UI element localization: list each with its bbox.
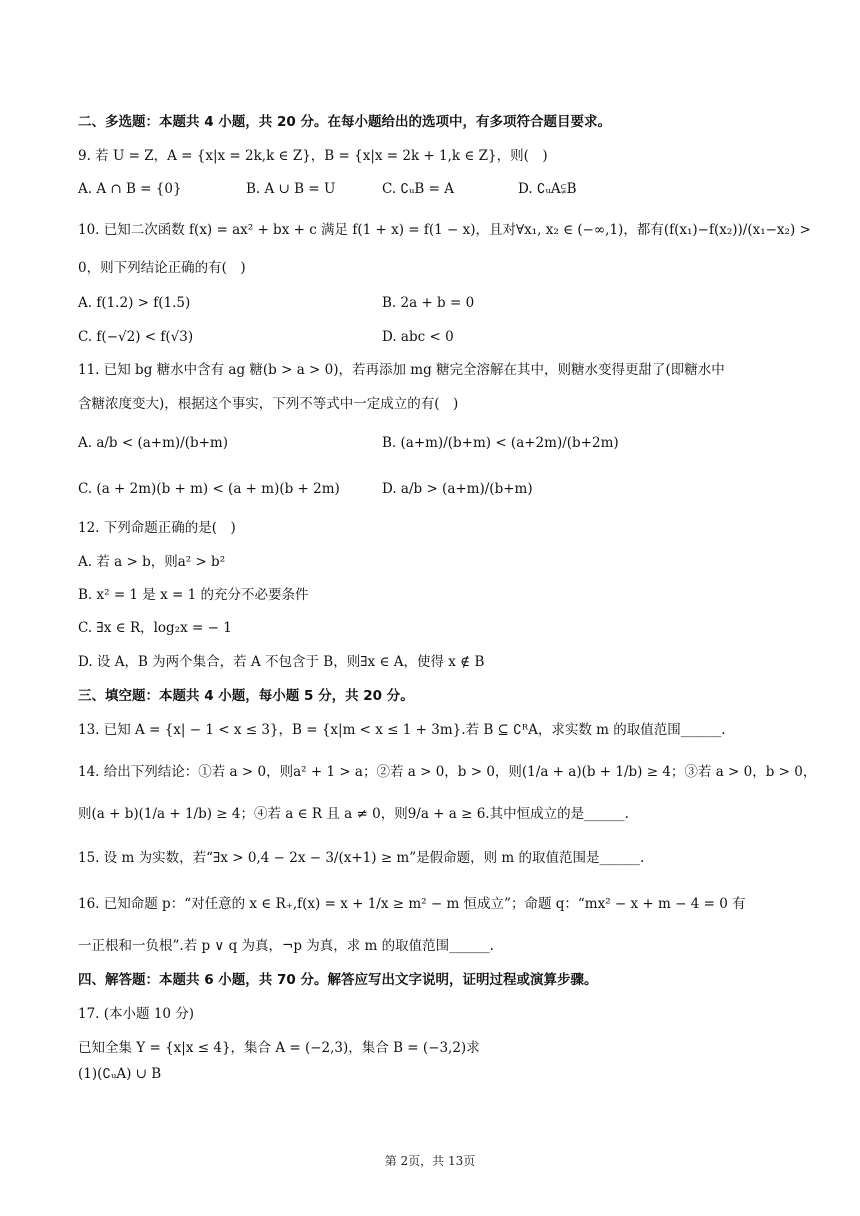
question-17-part1: (1)(∁ᵤA) ∪ B [78, 1066, 162, 1082]
question-16-line2: 一正根和一负根”.若 p ∨ q 为真，¬p 为真，求 m 的取值范围______. [78, 938, 494, 954]
question-12-option-c: C. ∃x ∈ R，log₂x = − 1 [78, 620, 232, 636]
question-10-stem-line2: 0，则下列结论正确的有( ) [78, 260, 246, 276]
section-heading-multiple-choice: 二、多选题：本题共 4 小题，共 20 分。在每小题给出的选项中，有多项符合题目要求。 [78, 114, 611, 130]
question-10-option-d: D. abc < 0 [382, 329, 454, 345]
page-footer: 第 2页，共 13页 [384, 1154, 476, 1168]
question-10-option-c: C. f(−√2) < f(√3) [78, 329, 194, 345]
question-14-line1: 14. 给出下列结论：①若 a > 0，则a² + 1 > a；②若 a > 0，b > 0，则(1/a + a)(b + 1/b) ≥ 4；③若 a > 0，b > 0， [78, 764, 817, 780]
section-heading-solutions: 四、解答题：本题共 6 小题，共 70 分。解答应写出文字说明，证明过程或演算步骤。 [78, 972, 598, 988]
question-11-option-a: A. a/b < (a+m)/(b+m) [78, 435, 228, 451]
question-12-option-b: B. x² = 1 是 x = 1 的充分不必要条件 [78, 587, 309, 603]
question-11-option-d: D. a/b > (a+m)/(b+m) [382, 481, 533, 497]
question-15: 15. 设 m 为实数，若“∃x > 0,4 − 2x − 3/(x+1) ≥ m”是假命题，则 m 的取值范围是______. [78, 850, 645, 866]
question-10-option-a: A. f(1.2) > f(1.5) [78, 295, 191, 311]
question-10-stem-line1: 10. 已知二次函数 f(x) = ax² + bx + c 满足 f(1 + x) = f(1 − x)，且对∀x₁, x₂ ∈ (−∞,1)，都有(f(x₁)−f(x₂))/(x₁−x₂) > [78, 222, 811, 238]
question-11-stem-line2: 含糖浓度变大)，根据这个事实，下列不等式中一定成立的有( ) [78, 396, 459, 412]
question-14-line2: 则(a + b)(1/a + 1/b) ≥ 4；④若 a ∈ R 且 a ≠ 0，则9/a + a ≥ 6.其中恒成立的是______. [78, 806, 629, 822]
question-11-stem-line1: 11. 已知 bg 糖水中含有 ag 糖(b > a > 0)，若再添加 mg 糖完全溶解在其中，则糖水变得更甜了(即糖水中 [78, 362, 725, 378]
section-heading-fill-in: 三、填空题：本题共 4 小题，每小题 5 分，共 20 分。 [78, 688, 414, 704]
question-9-stem: 9. 若 U = Z，A = {x|x = 2k,k ∈ Z}，B = {x|x = 2k + 1,k ∈ Z}，则( ) [78, 148, 548, 164]
question-10-option-b: B. 2a + b = 0 [382, 295, 475, 311]
question-11-option-c: C. (a + 2m)(b + m) < (a + m)(b + 2m) [78, 481, 340, 497]
question-12-option-d: D. 设 A，B 为两个集合，若 A 不包含于 B，则∃x ∈ A，使得 x ∉ B [78, 654, 485, 670]
question-16-line1: 16. 已知命题 p：“对任意的 x ∈ R₊,f(x) = x + 1/x ≥ m² − m 恒成立”；命题 q：“mx² − x + m − 4 = 0 有 [78, 896, 746, 912]
question-13: 13. 已知 A = {x| − 1 < x ≤ 3}，B = {x|m < x ≤ 1 + 3m}.若 B ⊆ ∁ᴿA，求实数 m 的取值范围______. [78, 722, 726, 738]
question-12-option-a: A. 若 a > b，则a² > b² [78, 554, 226, 570]
question-9-option-b: B. A ∪ B = U [246, 181, 336, 197]
question-11-option-b: B. (a+m)/(b+m) < (a+2m)/(b+2m) [382, 435, 619, 451]
question-9-option-a: A. A ∩ B = {0} [78, 181, 182, 197]
question-9-option-d: D. ∁ᵤA⫋B [518, 181, 577, 197]
question-12-stem: 12. 下列命题正确的是( ) [78, 520, 236, 536]
question-17-title: 17. (本小题 10 分) [78, 1006, 195, 1022]
question-17-line1: 已知全集 Y = {x|x ≤ 4}，集合 A = (−2,3)，集合 B = (−3,2)求 [78, 1040, 480, 1056]
question-9-option-c: C. ∁ᵤB = A [382, 181, 454, 197]
